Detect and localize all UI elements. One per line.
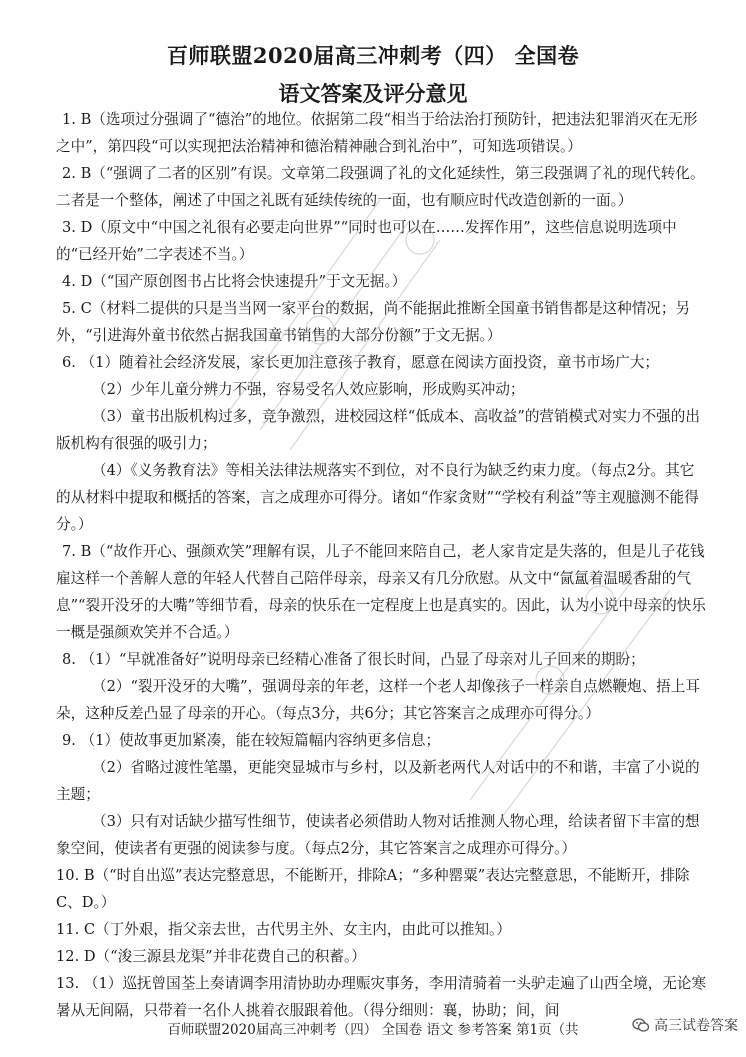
answer-paragraph: （4）《义务教育法》等相关法律法规落实不到位，对不良行为缺乏约束力度。（每点2分。其它的从材料中提取和概括的答案，言之成理亦可得分。诸如“作家贪财”“学校有利益”等主观臆测不能得分。） (56, 462, 699, 533)
wechat-watermark-badge (628, 1013, 742, 1037)
answer-paragraph: 7. B（“故作开心、强颜欢笑”理解有误，儿子不能回来陪自己，老人家肯定是失落的，但是儿子花钱雇这样一个善解人意的年轻人代替自己陪伴母亲，母亲又有几分欣慰。从文中“氤氲着温暖香甜的气息”“裂开没牙的大嘴”等细节看，母亲的快乐在一定程度上也是真实的。因此，认为小说中母亲的快乐一概是强颜欢笑并不合适。） (56, 543, 706, 641)
answer-paragraph: 5. C（材料二提供的只是当当网一家平台的数据，尚不能据此推断全国童书销售都是这种情况；另外，“引进海外童书依然占据我国童书销售的大部分份额”于文无据。） (56, 300, 691, 344)
document-subtitle: 语文答案及评分意见 (278, 81, 468, 106)
answer-paragraph: 9. （1）使故事更加紧凑，能在较短篇幅内容纳更多信息； (62, 732, 441, 749)
answer-paragraph: 3. D（原文中“中国之礼很有必要走向世界”“同时也可以在……发挥作用”，这些信息说明选项中的“已经开始”二字表述不当。） (56, 219, 677, 263)
document-title: 百师联盟2020届高三冲刺考（四） 全国卷 (166, 43, 580, 68)
answer-paragraph: 1. B（选项过分强调了“德治”的地位。依据第二段“相当于给法治打预防针，把违法犯罪消灭在无形之中”，第四段“可以实现把法治精神和德治精神融合到礼治中”，可知选项错误。） (56, 111, 698, 155)
answer-paragraph: 2. B（“强调了二者的区别”有误。文章第二段强调了礼的文化延续性，第三段强调了礼的现代转化。二者是一个整体，阐述了中国之礼既有延续传统的一面，也有顺应时代改造创新的一面。） (56, 165, 705, 209)
wechat-icon (632, 1016, 650, 1034)
answer-paragraph: 4. D（“国产原创图书占比将会快速提升”于文无据。） (62, 273, 407, 290)
watermark-badge-text: 高三试卷答案 (654, 1018, 738, 1034)
answer-paragraph: 8. （1）“早就准备好”说明母亲已经精心准备了很长时间，凸显了母亲对儿子回来的期盼； (62, 651, 645, 668)
answer-paragraph: （2）省略过渡性笔墨，更能突显城市与乡村，以及新老两代人对话中的不和谐，丰富了小说的主题； (56, 759, 700, 803)
answer-paragraph: 12. D（“浚三源县龙渠”并非花费自己的积蓄。） (56, 948, 366, 965)
answer-content (56, 106, 708, 1024)
answer-paragraph: （3）童书出版机构过多，竞争激烈，进校园这样“低成本、高收益”的营销模式对实力不强的出版机构有很强的吸引力； (56, 408, 700, 452)
answer-paragraph: （2）少年儿童分辨力不强，容易受名人效应影响，形成购买冲动； (92, 381, 525, 398)
answer-paragraph: 13. （1）巡抚曾国荃上奏请调李用清协助办理赈灾事务，李用清骑着一头驴走遍了山西全境，无论寒暑从无间隔，只带着一名仆人挑着衣服跟着他。（得分细则：襄，协助；间，间 (56, 975, 707, 1019)
answer-paragraph: 6. （1）随着社会经济发展，家长更加注意孩子教育，愿意在阅读方面投资，童书市场广大； (62, 354, 660, 371)
page-footer: 百师联盟2020届高三冲刺考（四） 全国卷 语文 参考答案 第1页（共 (167, 1022, 579, 1038)
answer-paragraph: （3）只有对话缺少描写性细节，使读者必须借助人物对话推测人物心理，给读者留下丰富的想象空间，使读者有更强的阅读参与度。（每点2分，其它答案言之成理亦可得分。） (56, 813, 700, 857)
answer-paragraph: 11. C（丁外艰，指父亲去世，古代男主外、女主内，由此可以推知。） (56, 921, 511, 938)
answer-paragraph: （2）“裂开没牙的大嘴”，强调母亲的年老，这样一个老人却像孩子一样亲自点燃鞭炮、捂上耳朵，这种反差凸显了母亲的开心。（每点3分，共6分；其它答案言之成理亦可得分。） (56, 678, 700, 722)
answer-paragraph: 10. B（“时自出巡”表达完整意思，不能断开，排除A；“多种罂粟”表达完整意思，不能断开，排除C、D。） (56, 867, 690, 911)
